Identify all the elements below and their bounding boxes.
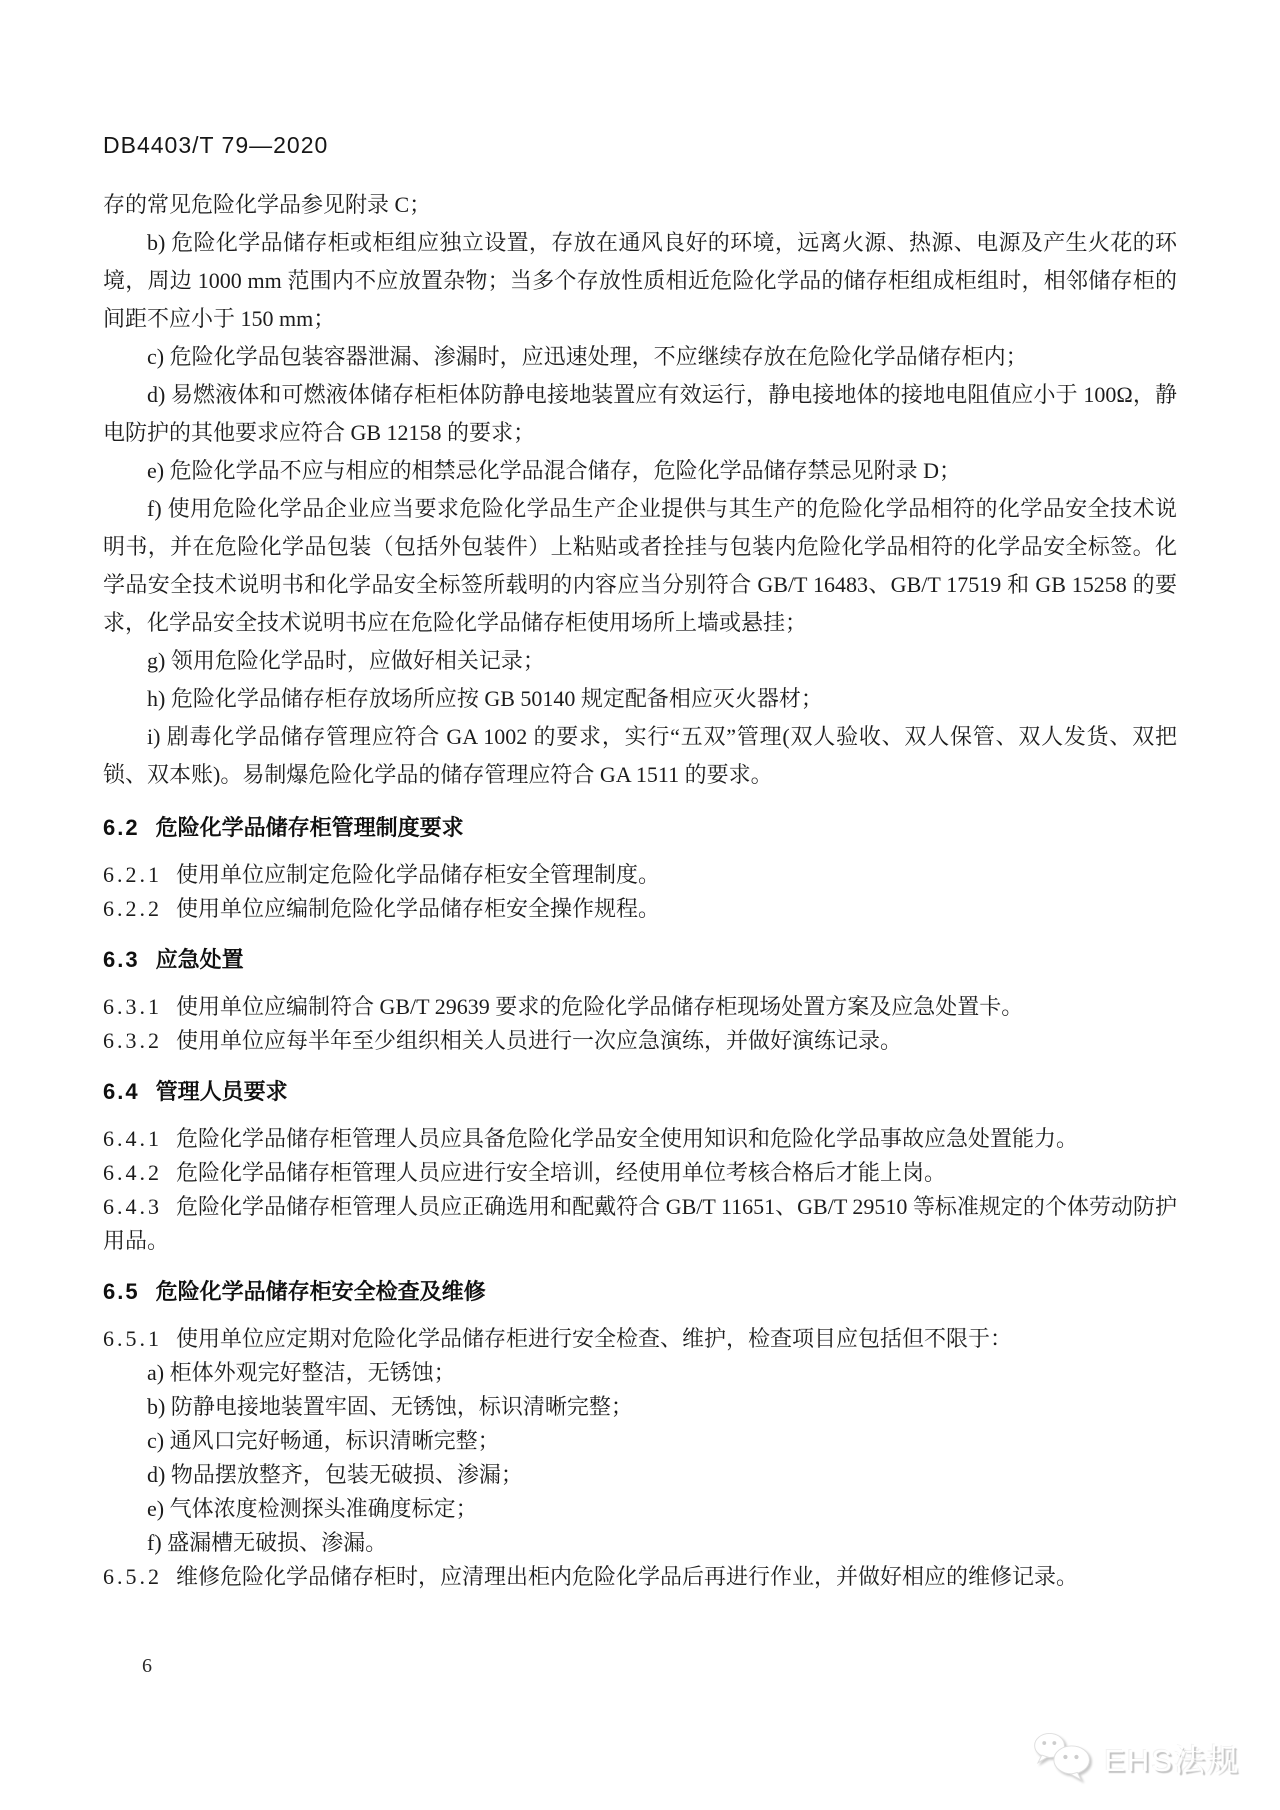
clause-text: 危险化学品储存柜管理人员应正确选用和配戴符合 GB/T 11651、GB/T 29510 等标准规定的个体劳动防护用品。	[103, 1194, 1177, 1253]
list-item: d) 易燃液体和可燃液体储存柜柜体防静电接地装置应有效运行，静电接地体的接地电阻值应小于 100Ω，静电防护的其他要求应符合 GB 12158 的要求；	[103, 382, 1177, 445]
section-title: 应急处置	[155, 947, 244, 972]
clause-number: 6.2.2	[103, 896, 162, 921]
section-number: 6.4	[103, 1079, 140, 1104]
clause-number: 6.4.2	[103, 1160, 162, 1185]
clause	[103, 1156, 1177, 1190]
section-heading	[103, 1275, 1177, 1309]
list-item: e) 危险化学品不应与相应的相禁忌化学品混合储存，危险化学品储存禁忌见附录 D；	[147, 458, 961, 483]
sub-list-item: b) 防静电接地装置牢固、无锈蚀，标识清晰完整；	[147, 1394, 633, 1419]
section-title: 危险化学品储存柜安全检查及维修	[155, 1279, 486, 1304]
list-item: b) 危险化学品储存柜或柜组应独立设置，存放在通风良好的环境，远离火源、热源、电源及产生火花的环境，周边 1000 mm 范围内不应放置杂物；当多个存放性质相近危险化学品的储存柜组成柜组时，相邻储存柜的间距不应小于 150 mm；	[103, 230, 1177, 331]
clause-text: 使用单位应每半年至少组织相关人员进行一次应急演练，并做好演练记录。	[176, 1028, 903, 1053]
clause-text: 使用单位应制定危险化学品储存柜安全管理制度。	[176, 862, 661, 887]
wechat-icon	[1032, 1732, 1094, 1782]
clause-number: 6.5.1	[103, 1326, 162, 1351]
sub-list-item: f) 盛漏槽无破损、渗漏。	[147, 1530, 388, 1555]
sub-list-item: d) 物品摆放整齐，包装无破损、渗漏；	[147, 1462, 523, 1487]
clause	[103, 1560, 1177, 1594]
list-item: g) 领用危险化学品时，应做好相关记录；	[147, 648, 545, 673]
list-item: f) 使用危险化学品企业应当要求危险化学品生产企业提供与其生产的危险化学品相符的化学品安全技术说明书，并在危险化学品包装（包括外包装件）上粘贴或者拴挂与包装内危险化学品相符的化学品安全标签。化学品安全技术说明书和化学品安全标签所载明的内容应当分别符合 GB/T 16483、GB/T 17519 和 GB 15258 的要求，化学品安全技术说明书应在危险化学品储存柜使用场所上墙或悬挂；	[103, 496, 1177, 635]
paragraph: 存的常见危险化学品参见附录 C；	[103, 192, 432, 217]
list-item: i) 剧毒化学品储存管理应符合 GA 1002 的要求，实行“五双”管理(双人验收、双人保管、双人发货、双把锁、双本账)。易制爆危险化学品的储存管理应符合 GA 1511 的要求。	[103, 724, 1177, 787]
document-body	[103, 186, 1177, 1594]
clause-text: 使用单位应定期对危险化学品储存柜进行安全检查、维护，检查项目应包括但不限于：	[176, 1326, 1013, 1351]
page-number: 6	[142, 1655, 152, 1677]
document-content	[103, 132, 1177, 1594]
watermark	[1032, 1732, 1240, 1782]
clause-number: 6.5.2	[103, 1564, 162, 1589]
section-number: 6.2	[103, 815, 140, 840]
sub-list-item: e) 气体浓度检测探头准确度标定；	[147, 1496, 478, 1521]
clause-text: 维修危险化学品储存柜时，应清理出柜内危险化学品后再进行作业，并做好相应的维修记录。	[176, 1564, 1079, 1589]
section-heading	[103, 811, 1177, 845]
section-number: 6.5	[103, 1279, 140, 1304]
clause-text: 危险化学品储存柜管理人员应进行安全培训，经使用单位考核合格后才能上岗。	[176, 1160, 947, 1185]
section-number: 6.3	[103, 947, 140, 972]
clause-number: 6.4.3	[103, 1194, 162, 1219]
clause-number: 6.3.2	[103, 1028, 162, 1053]
clause-number: 6.2.1	[103, 862, 162, 887]
section-heading	[103, 943, 1177, 977]
watermark-text: EHS法规	[1104, 1742, 1240, 1778]
standard-number: DB4403/T 79—2020	[103, 132, 329, 158]
clause-number: 6.4.1	[103, 1126, 162, 1151]
sub-list-item: c) 通风口完好畅通，标识清晰完整；	[147, 1428, 500, 1453]
clause-text: 使用单位应编制符合 GB/T 29639 要求的危险化学品储存柜现场处置方案及应急处置卡。	[176, 994, 1024, 1019]
list-item: h) 危险化学品储存柜存放场所应按 GB 50140 规定配备相应灭火器材；	[147, 686, 823, 711]
list-item: c) 危险化学品包装容器泄漏、渗漏时，应迅速处理，不应继续存放在危险化学品储存柜内；	[147, 344, 1028, 369]
clause	[103, 1190, 1177, 1258]
clause-text: 使用单位应编制危险化学品储存柜安全操作规程。	[176, 896, 661, 921]
clause	[103, 990, 1177, 1024]
clause	[103, 1322, 1177, 1356]
clause	[103, 892, 1177, 926]
section-heading	[103, 1075, 1177, 1109]
clause	[103, 858, 1177, 892]
clause	[103, 1122, 1177, 1156]
section-title: 管理人员要求	[155, 1079, 288, 1104]
clause-number: 6.3.1	[103, 994, 162, 1019]
clause	[103, 1024, 1177, 1058]
clause-text: 危险化学品储存柜管理人员应具备危险化学品安全使用知识和危险化学品事故应急处置能力。	[176, 1126, 1079, 1151]
section-title: 危险化学品储存柜管理制度要求	[155, 815, 464, 840]
sub-list-item: a) 柜体外观完好整洁，无锈蚀；	[147, 1360, 456, 1385]
